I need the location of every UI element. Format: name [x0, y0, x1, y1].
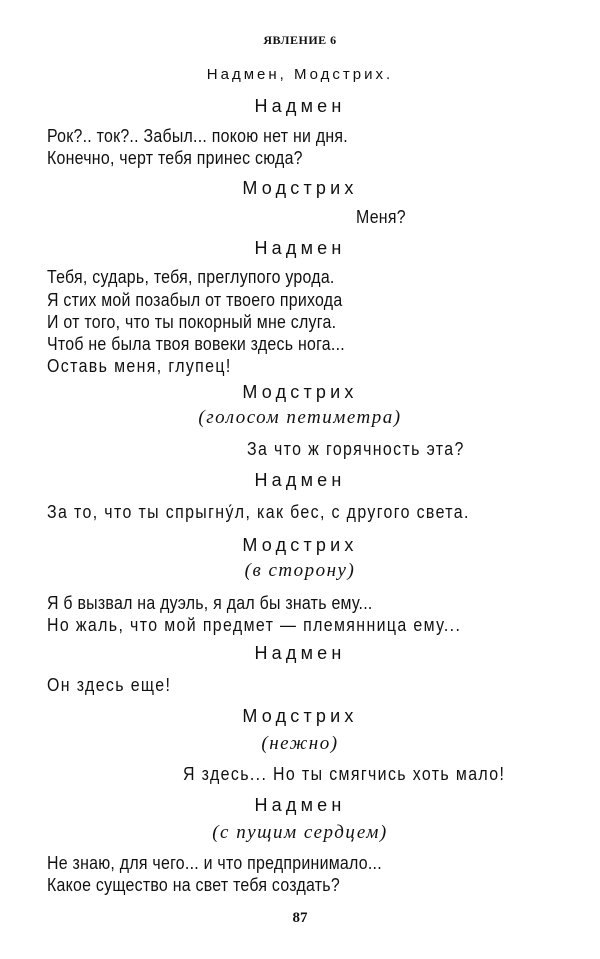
verse-line: Конечно, черт тебя принес сюда?: [47, 147, 303, 168]
speaker-name: Надмен: [254, 643, 346, 663]
verse-line: Оставь меня, глупец!: [47, 355, 232, 376]
verse-line: Какое существо на свет тебя создать?: [47, 874, 340, 895]
stage-direction: (голосом петиметра): [198, 407, 402, 428]
speaker-name: Модстрих: [242, 706, 358, 726]
verse-line: Тебя, сударь, тебя, преглупого урода.: [47, 266, 335, 287]
stage-direction: (с пущим сердцем): [212, 822, 388, 843]
verse-line: Я б вызвал на дуэль, я дал бы знать ему...: [47, 592, 373, 613]
verse-line: Чтоб не была твоя вовеки здесь нога...: [47, 333, 345, 354]
speaker-name: Надмен: [254, 470, 346, 490]
stage-direction: (нежно): [261, 733, 339, 754]
verse-line: Рок?.. ток?.. Забыл... покою нет ни дня.: [47, 125, 348, 146]
verse-line: Не знаю, для чего... и что предпринимало...: [47, 852, 382, 873]
speaker-name: Модстрих: [242, 178, 358, 198]
speaker-name: Надмен: [254, 238, 346, 258]
scene-title: ЯВЛЕНИЕ 6: [263, 33, 337, 47]
verse-line: И от того, что ты покорный мне слуга.: [47, 311, 337, 332]
verse-line: Но жаль, что мой предмет — племянница ему...: [47, 614, 462, 635]
verse-line: За что ж горячность эта?: [247, 438, 465, 459]
page-number: 87: [292, 910, 308, 926]
verse-line: Я здесь... Но ты смягчись хоть мало!: [183, 763, 506, 784]
verse-line: Я стих мой позабыл от твоего прихода: [47, 289, 343, 310]
cast-list: Надмен, Модстрих.: [206, 66, 394, 83]
verse-line: Он здесь еще!: [47, 674, 172, 695]
speaker-name: Модстрих: [242, 382, 358, 402]
speaker-name: Модстрих: [242, 535, 358, 555]
speaker-name: Надмен: [254, 96, 346, 116]
verse-line: За то, что ты спрыгну́л, как бес, с другого света.: [47, 501, 470, 522]
stage-direction: (в сторону): [244, 560, 356, 581]
verse-line: Меня?: [356, 206, 406, 227]
speaker-name: Надмен: [254, 795, 346, 815]
